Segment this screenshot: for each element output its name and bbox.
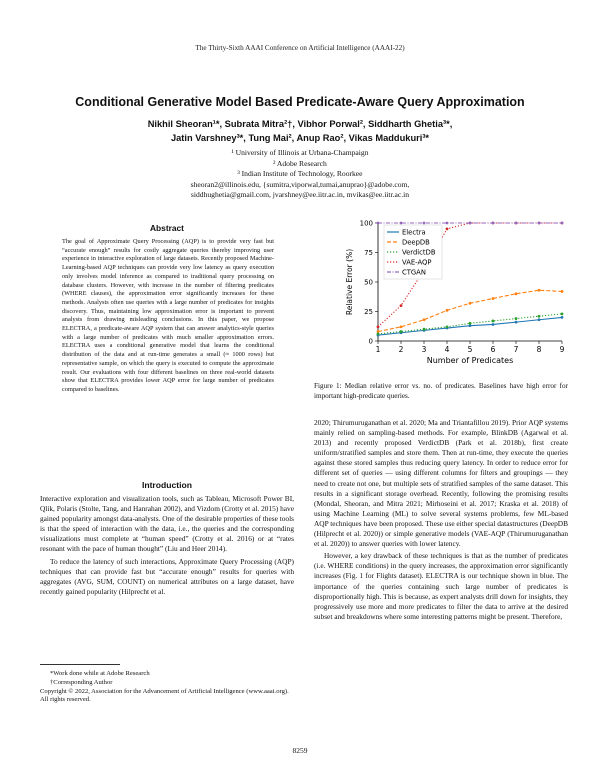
- email-line: sheoran2@illinois.edu, {sumitra,viporwal,tumai,anuprao}@adobe.com,: [190, 179, 410, 189]
- introduction-heading: Introduction: [141, 480, 193, 490]
- legend-label: CTGAN: [402, 268, 426, 277]
- data-point: [492, 320, 495, 323]
- legend-label: VAE-AQP: [402, 258, 432, 267]
- x-tick-label: 7: [513, 345, 519, 354]
- data-point: [446, 222, 449, 225]
- running-head: The Thirty-Sixth AAAI Conference on Artificial Intelligence (AAAI-22): [195, 44, 405, 52]
- y-tick-label: 75: [364, 249, 373, 257]
- x-tick-label: 2: [398, 345, 404, 354]
- data-point: [492, 323, 495, 326]
- data-point: [515, 321, 518, 324]
- figure-1-chart: [330, 213, 570, 373]
- data-point: [561, 290, 564, 293]
- data-point: [377, 333, 380, 336]
- footnote-divider: [40, 664, 120, 665]
- abstract-text: The goal of Approximate Query Processing (AQP) is to provide very fast but “accurate enough” results for costly aggregate queries thereby improving user experience in interactive exploration of large datasets. Recently proposed Machine-Learning-based AQP techniques can provide very low latency as query execution only involves model inference as compared to traditional query processing on database clusters. However, with increase in the number of filtering predicates (WHERE clauses), the approximation error significantly increases for these methods. Analysts often use queries with a large number of predicates for insights discovery. Thus, maintaining low approximation error is important to prevent analysts from drawing misleading conclusions. In this paper, we propose ELECTRA, a predicate-aware AQP system that can answer analytics-style queries with a large number of predicates with much smaller approximation errors. ELECTRA uses a conditional generative model that learns the conditional distribution of the data and at run-time generates a small (≈ 1000 rows) but representative sample, on which the query is executed to compute the approximate result. Our evaluations with four different baselines on three real-world datasets show that ELECTRA provides lower AQP error for large number of predicates compared to baselines.: [62, 238, 274, 393]
- data-point: [538, 318, 541, 321]
- data-point: [538, 289, 541, 292]
- abstract-heading: Abstract: [150, 223, 184, 233]
- y-axis-label: Relative Error (%): [345, 248, 354, 316]
- affiliation-line: ¹ University of Illinois at Urbana-Champaign: [231, 148, 369, 157]
- data-point: [400, 330, 403, 333]
- right-column-body: [314, 418, 568, 622]
- x-axis-label: Number of Predicates: [426, 356, 514, 365]
- x-tick-label: 1: [375, 345, 381, 354]
- data-point: [561, 316, 564, 319]
- affiliation-line: ³ Indian Institute of Technology, Roorkee: [237, 169, 363, 179]
- x-tick-label: 8: [536, 345, 542, 354]
- y-tick-label: 0: [368, 337, 373, 346]
- data-point: [515, 222, 518, 225]
- y-tick-label: 100: [359, 219, 373, 228]
- data-point: [538, 315, 541, 318]
- line-chart: [330, 213, 570, 373]
- x-tick-label: 5: [467, 345, 473, 354]
- data-point: [446, 325, 449, 328]
- copyright-notice: Copyright © 2022, Association for the Advancement of Artificial Intelligence (www.aaai.org). All rights reserved.: [40, 687, 289, 704]
- body-paragraph: 2020; Thirumuruganathan et al. 2020; Ma and Triantafillou 2019). Prior AQP systems mainly relied on sampling-based methods. For example, BlinkDB (Agarwal et al. 2013) and recently proposed VerdictDB (Park et al. 2018b), first create uniform/stratified samples and store them. Then at run-time, they execute the queries against these stored samples thus reducing query latency. In order to reduce error for different set of queries — using different columns for filters and groupings — they need to create not one, but multiple sets of stratified samples of the same dataset. This results in a significant storage overhead. Recently, following the promising results (Mondal, Sheoran, and Mitra 2021; Mirhoseini et al. 2017; Kraska et al. 2018) of using Machine Learning (ML) to solve several systems problems, few ML-based AQP techniques have been proposed. These use either special datastructures (DeepDB (Hilprecht et al. 2020)) or simple generative models (VAE-AQP (Thirumuruganathan et al. 2020)) to answer queries with lower latency.: [314, 418, 568, 549]
- email-line: siddhughetia@gmail.com, jvarshney@ee.iitr.ac.in, mvikas@ee.iitr.ac.in: [190, 190, 410, 200]
- figure-caption: Figure 1: Median relative error vs. no. of predicates. Baselines have high error for important high-predicate queries.: [314, 382, 568, 400]
- introduction-body: [40, 494, 294, 599]
- data-point: [561, 222, 564, 225]
- legend-label: Electra: [402, 228, 426, 237]
- data-point: [446, 309, 449, 312]
- data-point: [377, 222, 380, 225]
- intro-paragraph: To reduce the latency of such interactions, Approximate Query Processing (AQP) techniques that can provide fast but “accurate enough” results for queries with aggregates (AVG, SUM, COUNT) on numerical attributes on a large dataset, have recently gained popularity (Hilprecht et al.: [40, 556, 294, 596]
- data-point: [446, 228, 449, 231]
- intro-paragraph: Interactive exploration and visualization tools, such as Tableau, Microsoft Power BI, Qlik, Polaris (Stolte, Tang, and Hanrahan 2002), and Vizdom (Crotty et al. 2015) have gained popularity amongst data-analysts. One of the desirable properties of these tools is that the speed of interaction with the data, i.e., the queries and the corresponding visualizations must complete at “human speed” (Crotty et al. 2016) or at “rates resonant with the pace of human thought” (Liu and Heer 2014).: [40, 494, 294, 554]
- affiliations: [90, 148, 510, 201]
- data-point: [423, 328, 426, 331]
- data-point: [538, 222, 541, 225]
- data-point: [469, 302, 472, 305]
- affiliation-line: ² Adobe Research: [273, 158, 327, 168]
- y-tick-label: 25: [364, 308, 373, 316]
- x-tick-label: 9: [559, 345, 565, 354]
- body-paragraph: However, a key drawback of these techniques is that as the number of predicates (i.e. WHERE conditions) in the query increases, the approximation error significantly increases (Fig. 1 for Flights dataset). ELECTRA is our technique shown in blue. The importance of the queries containing such large number of predicates is disproportionally high. This is because, as expert analysts drill down for insights, they progressively use more and more predicates to filter the data to arrive at the desired subset and breakdowns where some interesting patterns might be present. Therefore,: [314, 551, 568, 621]
- data-point: [423, 222, 426, 225]
- paper-title: Conditional Generative Model Based Predicate-Aware Query Approximation: [75, 95, 525, 109]
- data-point: [492, 297, 495, 300]
- author-list: [90, 118, 510, 145]
- data-point: [469, 222, 472, 225]
- data-point: [492, 222, 495, 225]
- data-point: [377, 325, 380, 328]
- footnotes: [40, 670, 294, 705]
- data-point: [469, 322, 472, 325]
- x-tick-label: 4: [444, 345, 450, 354]
- data-point: [515, 292, 518, 295]
- x-tick-label: 6: [490, 345, 496, 354]
- y-tick-label: 50: [364, 278, 373, 287]
- page-number: 8259: [292, 746, 308, 755]
- author-line: Jatin Varshney³*, Tung Mai², Anup Rao², Vikas Maddukuri³*: [170, 132, 430, 143]
- data-point: [423, 318, 426, 321]
- legend-label: VerdictDB: [402, 248, 436, 257]
- footnote: †Corresponding Author: [50, 678, 113, 686]
- x-tick-label: 3: [421, 345, 427, 354]
- author-line: Nikhil Sheoran¹*, Subrata Mitra²†, Vibhor Porwal², Siddharth Ghetia³*,: [147, 119, 453, 129]
- data-point: [400, 304, 403, 307]
- legend-label: DeepDB: [402, 238, 430, 247]
- data-point: [400, 222, 403, 225]
- footnote: *Work done while at Adobe Research: [50, 670, 150, 677]
- data-point: [561, 312, 564, 315]
- data-point: [515, 317, 518, 320]
- data-point: [400, 325, 403, 328]
